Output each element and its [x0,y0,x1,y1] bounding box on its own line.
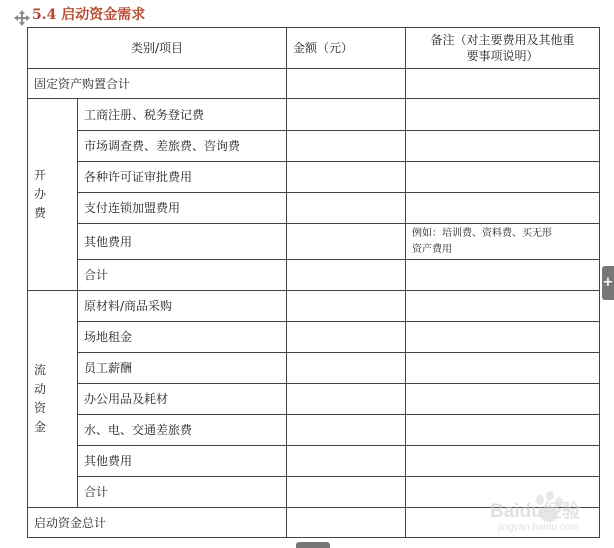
total-label: 启动资金总计 [28,508,287,538]
startup-group-label: 开办费 [28,99,78,291]
table-row [28,99,600,131]
note-cell [406,322,600,353]
amount-cell [287,260,406,291]
table-row [28,291,600,322]
header-note [406,28,600,69]
amount-cell [287,69,406,99]
working-capital-group-label: 流动资金 [28,291,78,508]
amount-cell [287,291,406,322]
header-row [28,28,600,69]
note-example-line1: 例如：培训费、资料费、买无形 [412,227,553,239]
bottom-expand-button[interactable] [296,542,330,548]
note-cell [406,353,600,384]
note-cell [406,224,600,260]
item-name: 原材料/商品采购 [78,291,287,322]
amount-cell [287,508,406,538]
amount-cell [287,446,406,477]
table-row [28,193,600,224]
move-handle-icon[interactable] [14,10,30,26]
amount-cell [287,353,406,384]
amount-cell [287,162,406,193]
amount-cell [287,477,406,508]
header-category: 类别/项目 [28,28,287,69]
note-cell [406,446,600,477]
table-row [28,162,600,193]
table-row [28,322,600,353]
item-name: 员工薪酬 [78,353,287,384]
watermark-text: Baidu经验 [490,501,581,522]
item-name: 工商注册、税务登记费 [78,99,287,131]
note-cell [406,291,600,322]
note-cell [406,415,600,446]
table-row [28,353,600,384]
amount-cell [287,384,406,415]
amount-cell [287,322,406,353]
item-name: 合计 [78,477,287,508]
item-name: 办公用品及耗材 [78,384,287,415]
amount-cell [287,131,406,162]
amount-cell [287,415,406,446]
note-cell [406,99,600,131]
note-cell [406,162,600,193]
fixed-assets-label: 固定资产购置合计 [28,69,287,99]
item-name: 其他费用 [78,446,287,477]
note-cell [406,131,600,162]
note-example-line2: 资产费用 [412,243,453,255]
note-cell [406,384,600,415]
table-row [28,384,600,415]
header-note-line1: 备注（对主要费用及其他重 [430,33,575,47]
table-row [28,260,600,291]
expand-plus-button[interactable]: + [602,266,614,300]
table-row [28,131,600,162]
section-heading: 5.4 启动资金需求 [32,7,146,23]
item-name: 其他费用 [78,224,287,260]
note-cell [406,193,600,224]
table-row [28,69,600,99]
item-name: 市场调查费、差旅费、咨询费 [78,131,287,162]
amount-cell [287,224,406,260]
item-name: 支付连锁加盟费用 [78,193,287,224]
table-row [28,446,600,477]
note-cell [406,69,600,99]
item-name: 合计 [78,260,287,291]
item-name: 各种许可证审批费用 [78,162,287,193]
header-note-line2: 要事项说明） [466,49,539,63]
amount-cell [287,99,406,131]
item-name: 水、电、交通差旅费 [78,415,287,446]
baidu-watermark [478,488,598,544]
table-row [28,415,600,446]
item-name: 场地租金 [78,322,287,353]
startup-capital-table [27,27,600,538]
note-cell [406,260,600,291]
watermark-url: jingyan.baidu.com [498,522,579,533]
header-amount: 金额（元） [287,28,406,69]
amount-cell [287,193,406,224]
table-row [28,224,600,260]
